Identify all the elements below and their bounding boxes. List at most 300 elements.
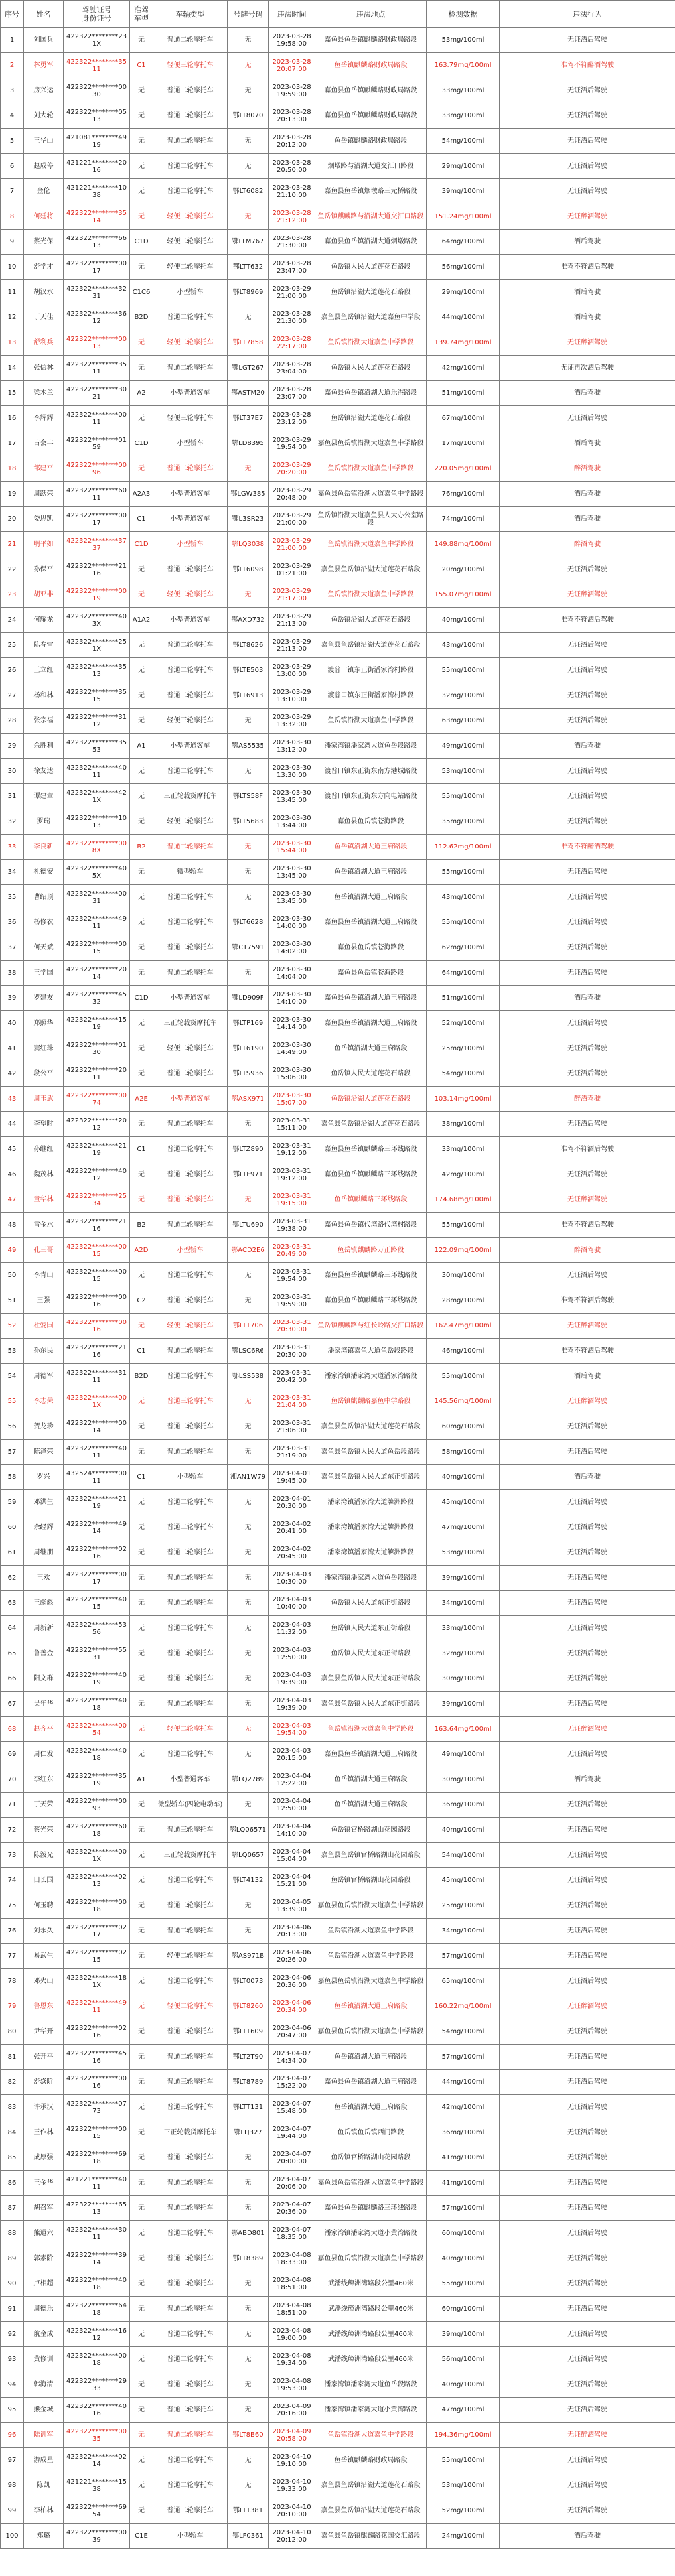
cell-place: 渡普口镇东正街东方向电站路段 [315, 784, 427, 809]
cell-no: 72 [1, 1818, 24, 1843]
cell-vehicle: 普通二轮摩托车 [153, 1742, 228, 1767]
cell-data: 42mg/100ml [427, 1162, 500, 1187]
table-row [1, 1162, 675, 1187]
cell-plate: 鄂LT0073 [228, 1969, 269, 1994]
cell-plate: 鄂LGW385 [228, 482, 269, 507]
cell-place: 嘉鱼县鱼岳镇沿湖大道乐港路段 [315, 381, 427, 406]
cell-act: 无证酒后驾驶 [500, 1112, 675, 1137]
cell-place: 嘉鱼县鱼岳镇沿湖大道莲花石路段 [315, 1112, 427, 1137]
cell-data: 57mg/100ml [427, 2045, 500, 2070]
cell-place: 鱼岳镇沿湖大道嘉鱼中学路段 [315, 1944, 427, 1969]
cell-act: 无证酒后驾驶 [500, 129, 675, 154]
cell-no: 16 [1, 406, 24, 431]
cell-place: 鱼岳镇沿湖大道王府路段 [315, 1767, 427, 1793]
cell-name: 李辉辉 [24, 406, 64, 431]
cell-name: 林勇军 [24, 53, 64, 78]
cell-vehicle: 普通二轮摩托车 [153, 1213, 228, 1238]
cell-no: 41 [1, 1036, 24, 1061]
cell-data: 76mg/100ml [427, 482, 500, 507]
cell-data: 64mg/100ml [427, 961, 500, 986]
cell-act: 准驾不符醉酒驾驶 [500, 53, 675, 78]
cell-name: 赵齐平 [24, 1717, 64, 1742]
cell-data: 54mg/100ml [427, 1061, 500, 1087]
cell-place: 潘家湾镇潘家湾大道簰洲路段 [315, 1540, 427, 1566]
cell-plate: 鄂LD909F [228, 986, 269, 1011]
cell-plate: 鄂LQ0657 [228, 1843, 269, 1868]
cell-time: 2023-03-29 13:10:00 [269, 683, 315, 709]
cell-no: 17 [1, 431, 24, 456]
cell-data: 55mg/100ml [427, 2271, 500, 2297]
cell-data: 39mg/100ml [427, 179, 500, 204]
cell-class: 无 [130, 1742, 153, 1767]
table-row [1, 356, 675, 381]
cell-class: 无 [130, 1944, 153, 1969]
cell-name: 尹华开 [24, 2019, 64, 2045]
cell-plate: 无 [228, 1112, 269, 1137]
cell-place: 嘉鱼县鱼岳镇麒麟路财政局路段 [315, 103, 427, 129]
cell-vehicle: 轻便三轮摩托车 [153, 406, 228, 431]
cell-act: 无证酒后驾驶 [500, 1515, 675, 1540]
cell-place: 嘉鱼县鱼岳镇麒麟路财政局路段 [315, 78, 427, 103]
cell-time: 2023-04-07 18:35:00 [269, 2221, 315, 2246]
cell-place: 鱼岳镇沿湖大道嘉鱼中学路段 [315, 456, 427, 482]
table-row [1, 910, 675, 935]
cell-name: 郑照华 [24, 1011, 64, 1036]
cell-vehicle: 小型轿车 [153, 532, 228, 557]
cell-plate: 鄂LTM767 [228, 230, 269, 255]
cell-plate: 无 [228, 1717, 269, 1742]
cell-vehicle: 轻便二轮摩托车 [153, 1314, 228, 1339]
cell-place: 嘉鱼县鱼岳镇苍海路段 [315, 961, 427, 986]
cell-class: C1 [130, 507, 153, 532]
cell-data: 62mg/100ml [427, 935, 500, 961]
cell-data: 67mg/100ml [427, 406, 500, 431]
cell-act: 无证醉酒驾驶 [500, 1314, 675, 1339]
cell-time: 2023-03-29 21:13:00 [269, 608, 315, 633]
cell-no: 36 [1, 910, 24, 935]
cell-plate: 鄂LSC6R6 [228, 1339, 269, 1364]
cell-vehicle: 轻便二轮摩托车 [153, 330, 228, 356]
table-row [1, 1087, 675, 1112]
cell-data: 32mg/100ml [427, 1641, 500, 1666]
cell-plate: 无 [228, 1641, 269, 1666]
cell-time: 2023-03-28 19:58:00 [269, 28, 315, 53]
cell-time: 2023-04-07 14:34:00 [269, 2045, 315, 2070]
table-row [1, 633, 675, 658]
cell-no: 18 [1, 456, 24, 482]
cell-no: 98 [1, 2473, 24, 2498]
cell-id: 422322********4012 [64, 1162, 130, 1187]
cell-data: 55mg/100ml [427, 1364, 500, 1389]
cell-vehicle: 普通二轮摩托车 [153, 1969, 228, 1994]
cell-vehicle: 普通二轮摩托车 [153, 1641, 228, 1666]
cell-class: 无 [130, 1818, 153, 1843]
cell-id: 422322********2116 [64, 1213, 130, 1238]
cell-no: 54 [1, 1364, 24, 1389]
cell-plate: 鄂LTJ327 [228, 2120, 269, 2145]
table-row [1, 1011, 675, 1036]
cell-time: 2023-04-08 18:51:00 [269, 2271, 315, 2297]
cell-plate: 无 [228, 1666, 269, 1692]
cell-plate: 无 [228, 2297, 269, 2322]
cell-vehicle: 普通二轮摩托车 [153, 2498, 228, 2524]
cell-data: 40mg/100ml [427, 1465, 500, 1490]
cell-act: 无证酒后驾驶 [500, 2070, 675, 2095]
cell-place: 嘉鱼县鱼岳镇沿湖大道莲花石路段 [315, 557, 427, 582]
cell-act: 无证酒后驾驶 [500, 1162, 675, 1187]
cell-class: C1 [130, 1465, 153, 1490]
cell-time: 2023-03-28 20:50:00 [269, 154, 315, 179]
table-row [1, 1440, 675, 1465]
cell-data: 39mg/100ml [427, 1566, 500, 1591]
cell-no: 8 [1, 204, 24, 230]
cell-id: 422322********3514 [64, 204, 130, 230]
cell-place: 鱼岳镇人民大道东正街路段 [315, 1591, 427, 1616]
cell-class: 无 [130, 456, 153, 482]
cell-class: 无 [130, 1868, 153, 1893]
cell-data: 57mg/100ml [427, 2196, 500, 2221]
cell-id: 422322********403X [64, 608, 130, 633]
cell-act: 无证酒后驾驶 [500, 860, 675, 885]
cell-name: 张宗福 [24, 709, 64, 734]
cell-time: 2023-03-28 20:07:00 [269, 53, 315, 78]
cell-vehicle: 轻便二轮摩托车 [153, 582, 228, 608]
cell-name: 熊金城 [24, 2398, 64, 2423]
cell-no: 91 [1, 2297, 24, 2322]
cell-no: 39 [1, 986, 24, 1011]
cell-no: 43 [1, 1087, 24, 1112]
cell-no: 49 [1, 1238, 24, 1263]
cell-data: 40mg/100ml [427, 1818, 500, 1843]
cell-class: 无 [130, 1919, 153, 1944]
cell-act: 无证酒后驾驶 [500, 1540, 675, 1566]
cell-plate: 无 [228, 28, 269, 53]
cell-no: 6 [1, 154, 24, 179]
cell-place: 鱼岳镇官桥路湖山花园路段 [315, 1868, 427, 1893]
cell-act: 无证酒后驾驶 [500, 1011, 675, 1036]
cell-time: 2023-03-30 13:30:00 [269, 759, 315, 784]
cell-time: 2023-03-28 19:59:00 [269, 78, 315, 103]
cell-plate: 鄂LT6913 [228, 683, 269, 709]
cell-time: 2023-03-31 21:06:00 [269, 1414, 315, 1440]
cell-place: 潘家湾镇潘家湾大道鱼岳段路段 [315, 1566, 427, 1591]
cell-id: 422322********0014 [64, 1414, 130, 1440]
cell-vehicle: 普通二轮摩托车 [153, 2221, 228, 2246]
cell-id: 422322********0019 [64, 582, 130, 608]
cell-no: 50 [1, 1263, 24, 1288]
cell-class: 无 [130, 1515, 153, 1540]
col-header-id: 驾驶证号 身份证号 [64, 1, 130, 28]
table-row [1, 608, 675, 633]
cell-act: 准驾不符酒后驾驶 [500, 255, 675, 280]
cell-name: 陈凯 [24, 2473, 64, 2498]
cell-act: 无证酒后驾驶 [500, 2246, 675, 2271]
cell-class: 无 [130, 204, 153, 230]
cell-class: 无 [130, 2070, 153, 2095]
cell-no: 95 [1, 2398, 24, 2423]
cell-class: 无 [130, 1061, 153, 1087]
cell-no: 53 [1, 1339, 24, 1364]
cell-id: 432524********0011 [64, 1465, 130, 1490]
cell-no: 35 [1, 885, 24, 910]
cell-vehicle: 普通二轮摩托车 [153, 2448, 228, 2473]
cell-plate: 无 [228, 1414, 269, 1440]
cell-vehicle: 普通二轮摩托车 [153, 658, 228, 683]
cell-act: 无证酒后驾驶 [500, 1692, 675, 1717]
cell-act: 酒后驾驶 [500, 305, 675, 330]
table-row [1, 1893, 675, 1919]
cell-id: 422322********3519 [64, 1767, 130, 1793]
cell-act: 无证酒后驾驶 [500, 1969, 675, 1994]
cell-vehicle: 普通二轮摩托车 [153, 1162, 228, 1187]
cell-name: 段公平 [24, 1061, 64, 1087]
cell-no: 31 [1, 784, 24, 809]
cell-no: 68 [1, 1717, 24, 1742]
cell-name: 王欢 [24, 1566, 64, 1591]
cell-act: 无证酒后驾驶 [500, 1843, 675, 1868]
cell-name: 余胜利 [24, 734, 64, 759]
cell-data: 39mg/100ml [427, 2322, 500, 2347]
table-row [1, 935, 675, 961]
cell-place: 武潘线簰洲湾路段公里460米 [315, 2322, 427, 2347]
cell-name: 田长国 [24, 1868, 64, 1893]
cell-plate: 鄂ABD801 [228, 2221, 269, 2246]
cell-time: 2023-03-30 15:07:00 [269, 1087, 315, 1112]
cell-id: 422322********0016 [64, 2070, 130, 2095]
cell-act: 无证酒后驾驶 [500, 78, 675, 103]
cell-vehicle: 普通二轮摩托车 [153, 305, 228, 330]
cell-place: 潘家湾镇潘家湾大道潘家湾路段 [315, 1364, 427, 1389]
cell-class: 无 [130, 2246, 153, 2271]
cell-act: 无证酒后驾驶 [500, 2473, 675, 2498]
cell-time: 2023-03-29 21:17:00 [269, 582, 315, 608]
cell-plate: 鄂LTT632 [228, 255, 269, 280]
cell-name: 曹绍顶 [24, 885, 64, 910]
cell-time: 2023-04-04 14:10:00 [269, 1818, 315, 1843]
cell-place: 嘉鱼县鱼岳镇麒麟路三环线路段 [315, 1288, 427, 1314]
cell-data: 56mg/100ml [427, 255, 500, 280]
cell-no: 85 [1, 2145, 24, 2171]
cell-place: 嘉鱼县鱼岳镇人民大道鱼岳段路段 [315, 1440, 427, 1465]
cell-time: 2023-03-29 13:32:00 [269, 709, 315, 734]
cell-plate: 无 [228, 1440, 269, 1465]
cell-class: 无 [130, 2297, 153, 2322]
cell-class: 无 [130, 658, 153, 683]
cell-vehicle: 普通二轮摩托车 [153, 759, 228, 784]
cell-vehicle: 普通二轮摩托车 [153, 1263, 228, 1288]
cell-time: 2023-04-03 12:50:00 [269, 1641, 315, 1666]
cell-name: 游成星 [24, 2448, 64, 2473]
cell-act: 无证酒后驾驶 [500, 2145, 675, 2171]
cell-name: 王作林 [24, 2120, 64, 2145]
cell-time: 2023-03-30 14:10:00 [269, 986, 315, 1011]
cell-vehicle: 小型普通客车 [153, 482, 228, 507]
cell-vehicle: 轻便二轮摩托车 [153, 1717, 228, 1742]
table-row [1, 961, 675, 986]
cell-class: 无 [130, 154, 153, 179]
cell-id: 422322********2012 [64, 1112, 130, 1137]
cell-place: 鱼岳镇沿湖大道王府路段 [315, 860, 427, 885]
cell-no: 76 [1, 1919, 24, 1944]
cell-class: 无 [130, 2398, 153, 2423]
cell-place: 渡普口镇东正街潘家湾村路段 [315, 683, 427, 709]
cell-act: 无证酒后驾驶 [500, 2398, 675, 2423]
cell-id: 422322********3112 [64, 709, 130, 734]
cell-vehicle: 普通二轮摩托车 [153, 78, 228, 103]
cell-vehicle: 轻便二轮摩托车 [153, 204, 228, 230]
cell-data: 43mg/100ml [427, 633, 500, 658]
cell-vehicle: 小型普通客车 [153, 1087, 228, 1112]
cell-time: 2023-04-06 20:26:00 [269, 1944, 315, 1969]
cell-id: 422322********0017 [64, 1566, 130, 1591]
table-row [1, 2070, 675, 2095]
table-row [1, 1616, 675, 1641]
cell-vehicle: 小型普通客车 [153, 986, 228, 1011]
cell-place: 鱼岳镇麒麟路万正路段 [315, 1238, 427, 1263]
cell-act: 无证酒后驾驶 [500, 2372, 675, 2398]
cell-plate: 无 [228, 1540, 269, 1566]
cell-data: 30mg/100ml [427, 1666, 500, 1692]
cell-act: 无证酒后驾驶 [500, 1919, 675, 1944]
cell-id: 421081********4919 [64, 129, 130, 154]
cell-data: 30mg/100ml [427, 1263, 500, 1288]
cell-data: 40mg/100ml [427, 608, 500, 633]
cell-place: 嘉鱼县鱼岳镇沿湖大道嘉鱼中学路段 [315, 1893, 427, 1919]
cell-name: 刘大轮 [24, 103, 64, 129]
cell-act: 无证酒后驾驶 [500, 557, 675, 582]
cell-id: 422322********2119 [64, 1137, 130, 1162]
cell-data: 220.05mg/100ml [427, 456, 500, 482]
cell-class: 无 [130, 2095, 153, 2120]
cell-time: 2023-03-30 15:06:00 [269, 1061, 315, 1087]
cell-plate: 无 [228, 1616, 269, 1641]
cell-name: 周仁发 [24, 1742, 64, 1767]
cell-time: 2023-04-10 19:10:00 [269, 2448, 315, 2473]
cell-id: 422322********008X [64, 835, 130, 860]
cell-place: 鱼岳镇沿湖大道嘉鱼中学路段 [315, 582, 427, 608]
cell-no: 9 [1, 230, 24, 255]
cell-time: 2023-03-30 13:45:00 [269, 885, 315, 910]
cell-class: 无 [130, 1162, 153, 1187]
cell-plate: 鄂LTT706 [228, 1314, 269, 1339]
cell-place: 嘉鱼县鱼岳镇沿湖大道王府路段 [315, 1011, 427, 1036]
cell-act: 无证酒后驾驶 [500, 633, 675, 658]
cell-act: 无证酒后驾驶 [500, 2297, 675, 2322]
cell-class: 无 [130, 2498, 153, 2524]
cell-no: 29 [1, 734, 24, 759]
cell-name: 舒学才 [24, 255, 64, 280]
cell-id: 422322********6418 [64, 2297, 130, 2322]
cell-time: 2023-04-07 20:06:00 [269, 2171, 315, 2196]
cell-time: 2023-03-28 23:04:00 [269, 356, 315, 381]
cell-time: 2023-04-07 20:00:00 [269, 2145, 315, 2171]
cell-plate: 无 [228, 1288, 269, 1314]
cell-time: 2023-03-28 21:10:00 [269, 179, 315, 204]
cell-name: 黄修训 [24, 2347, 64, 2372]
cell-data: 51mg/100ml [427, 381, 500, 406]
cell-no: 33 [1, 835, 24, 860]
cell-name: 邹建平 [24, 456, 64, 482]
cell-act: 酒后驾驶 [500, 734, 675, 759]
cell-id: 422322********3737 [64, 532, 130, 557]
cell-act: 无证酒后驾驶 [500, 1566, 675, 1591]
cell-no: 80 [1, 2019, 24, 2045]
cell-no: 74 [1, 1868, 24, 1893]
cell-act: 准驾不符酒后驾驶 [500, 1288, 675, 1314]
cell-vehicle: 小型普通客车 [153, 381, 228, 406]
cell-vehicle: 普通二轮摩托车 [153, 1919, 228, 1944]
cell-data: 112.62mg/100ml [427, 835, 500, 860]
cell-plate: 无 [228, 2473, 269, 2498]
cell-id: 422322********4018 [64, 2271, 130, 2297]
cell-act: 无证酒后驾驶 [500, 658, 675, 683]
cell-class: 无 [130, 1666, 153, 1692]
cell-act: 无证酒后驾驶 [500, 885, 675, 910]
cell-data: 41mg/100ml [427, 2145, 500, 2171]
cell-no: 57 [1, 1440, 24, 1465]
cell-place: 渡普口镇东正街东南方港城路段 [315, 759, 427, 784]
cell-act: 无证酒后驾驶 [500, 2347, 675, 2372]
cell-place: 鱼岳镇麒麟路与沿湖大道交汇口路段 [315, 204, 427, 230]
cell-id: 422322********0035 [64, 2423, 130, 2448]
cell-act: 无证酒后驾驶 [500, 759, 675, 784]
cell-vehicle: 普通二轮摩托车 [153, 2473, 228, 2498]
cell-place: 鱼岳镇沿湖大道嘉鱼中学路段 [315, 532, 427, 557]
cell-place: 嘉鱼县鱼岳镇沿湖大道嘉鱼中学路段 [315, 482, 427, 507]
cell-time: 2023-04-03 10:40:00 [269, 1591, 315, 1616]
cell-id: 422322********2534 [64, 1187, 130, 1213]
col-header-plate: 号牌号码 [228, 1, 269, 28]
cell-place: 鱼岳镇麒麟路嘉鱼中学路段 [315, 1389, 427, 1414]
cell-no: 92 [1, 2322, 24, 2347]
table-row [1, 2524, 675, 2549]
cell-time: 2023-04-07 15:22:00 [269, 2070, 315, 2095]
cell-name: 卢相超 [24, 2271, 64, 2297]
cell-act: 准驾不符酒后驾驶 [500, 1213, 675, 1238]
cell-time: 2023-03-30 14:04:00 [269, 961, 315, 986]
cell-id: 422322********4019 [64, 1666, 130, 1692]
cell-data: 145.56mg/100ml [427, 1389, 500, 1414]
cell-vehicle: 普通二轮摩托车 [153, 633, 228, 658]
cell-class: 无 [130, 2372, 153, 2398]
cell-plate: 鄂LD8395 [228, 431, 269, 456]
cell-class: 无 [130, 255, 153, 280]
cell-act: 准驾不符酒后驾驶 [500, 608, 675, 633]
cell-plate: 鄂LQ3038 [228, 532, 269, 557]
cell-data: 46mg/100ml [427, 1339, 500, 1364]
cell-time: 2023-04-06 20:36:00 [269, 1969, 315, 1994]
cell-name: 鲁恩东 [24, 1994, 64, 2019]
cell-time: 2023-03-29 20:20:00 [269, 456, 315, 482]
cell-class: 无 [130, 683, 153, 709]
cell-name: 丁天佳 [24, 305, 64, 330]
cell-class: 无 [130, 1717, 153, 1742]
cell-name: 明平如 [24, 532, 64, 557]
cell-vehicle: 普通二轮摩托车 [153, 910, 228, 935]
cell-time: 2023-04-09 20:58:00 [269, 2423, 315, 2448]
cell-plate: 鄂LT8260 [228, 1994, 269, 2019]
cell-plate: 无 [228, 1187, 269, 1213]
cell-name: 王彪彪 [24, 1591, 64, 1616]
cell-plate: 鄂LTS58F [228, 784, 269, 809]
cell-data: 24mg/100ml [427, 2524, 500, 2549]
table-row [1, 2171, 675, 2196]
cell-time: 2023-04-03 19:39:00 [269, 1692, 315, 1717]
cell-name: 王强 [24, 1288, 64, 1314]
cell-data: 29mg/100ml [427, 154, 500, 179]
table-row [1, 2423, 675, 2448]
cell-class: 无 [130, 2423, 153, 2448]
